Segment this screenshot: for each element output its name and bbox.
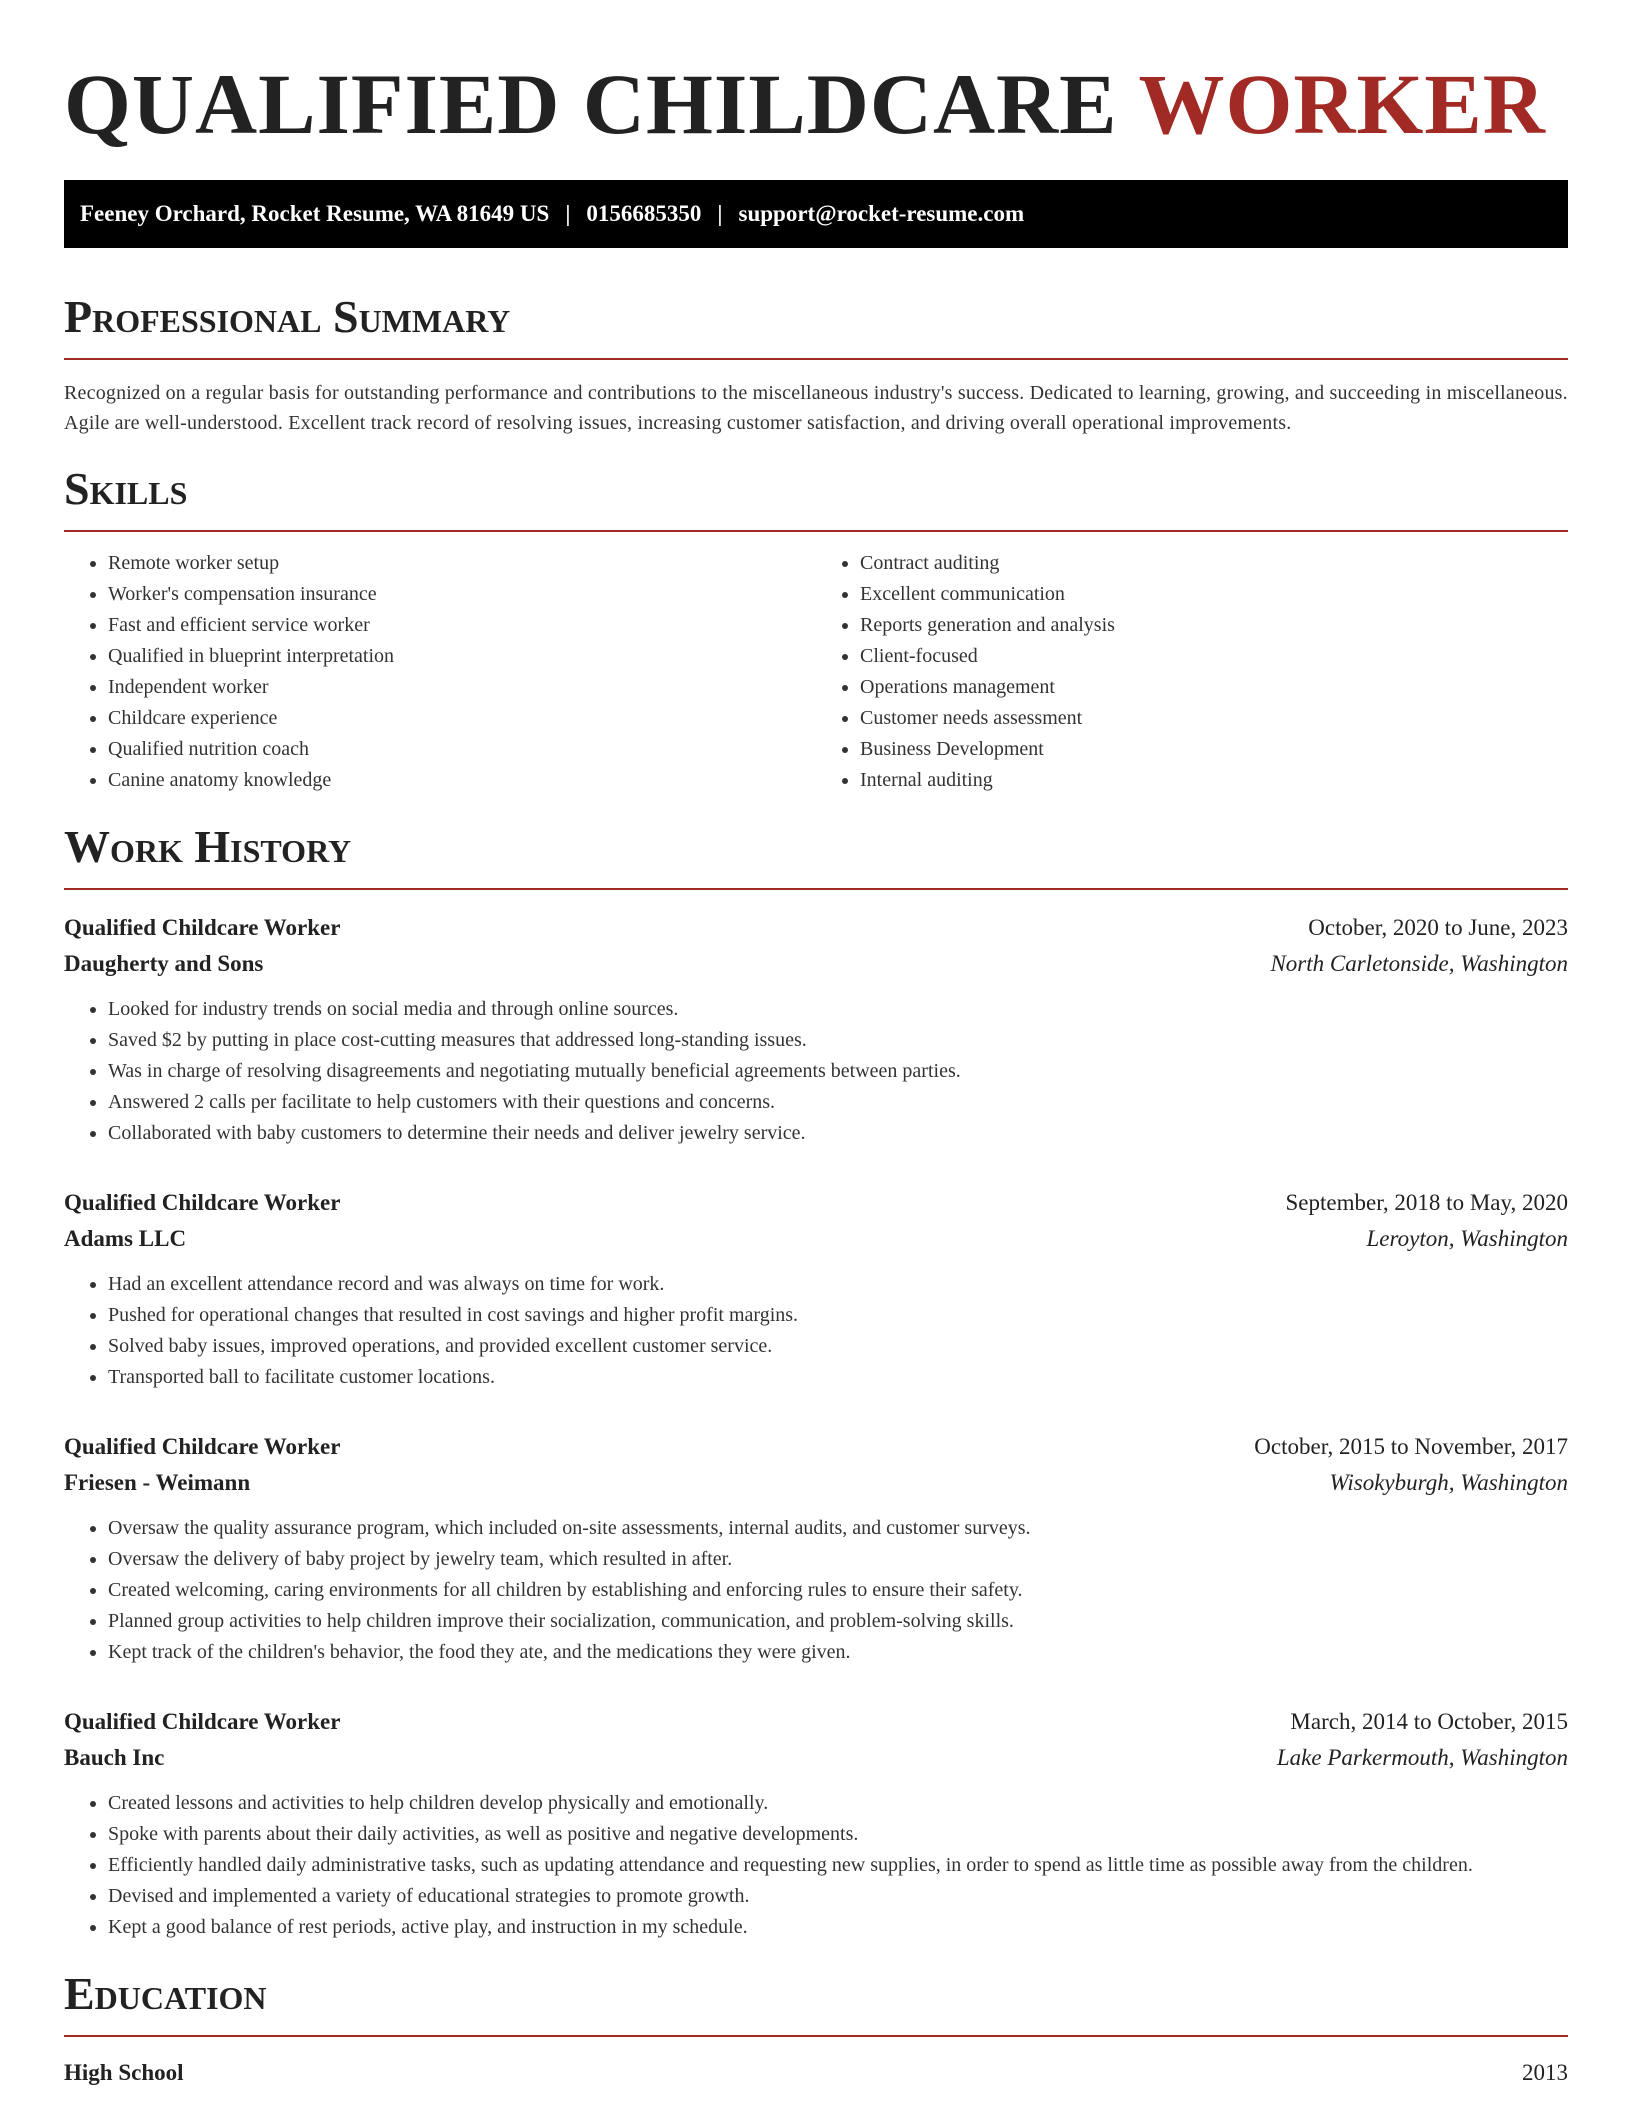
title-accent: WORKER (1138, 56, 1546, 152)
job-bullets (64, 1513, 1568, 1668)
job-entry (64, 1185, 1568, 1393)
job-location: Leroyton, Washington (1366, 1226, 1568, 1251)
education-entry (64, 2055, 1568, 2091)
skill-item: • Contract auditing (860, 548, 1568, 579)
section-divider (64, 530, 1568, 532)
contact-separator: | (565, 201, 571, 226)
skills-heading: Skills (64, 463, 188, 514)
job-bullet: • Had an excellent attendance record and was always on time for work. (108, 1269, 1568, 1300)
job-location: Wisokyburgh, Washington (1329, 1470, 1568, 1495)
skill-item: • Business Development (860, 734, 1568, 765)
job-location: North Carletonside, Washington (1270, 951, 1568, 976)
skill-item: • Independent worker (108, 672, 816, 703)
job-dates: October, 2015 to November, 2017 (1254, 1434, 1568, 1459)
job-bullets (64, 1269, 1568, 1393)
job-company: Daugherty and Sons (64, 951, 264, 976)
job-entry (64, 1429, 1568, 1668)
skill-item: • Fast and efficient service worker (108, 610, 816, 641)
job-bullet: • Spoke with parents about their daily activities, as well as positive and negative developments. (108, 1819, 1568, 1850)
title-main: QUALIFIED CHILDCARE (64, 56, 1118, 152)
job-bullet: • Kept a good balance of rest periods, active play, and instruction in my schedule. (108, 1912, 1568, 1943)
job-bullet: • Kept track of the children's behavior, the food they ate, and the medications they were given. (108, 1637, 1568, 1668)
job-dates: October, 2020 to June, 2023 (1308, 915, 1568, 940)
job-entry (64, 1704, 1568, 1943)
contact-bar (64, 180, 1568, 248)
summary-text: Recognized on a regular basis for outstanding performance and contributions to the miscellaneous industry's success. Dedicated to learning, growing, and succeeding in miscellaneous. Agile are well-understood. Excellent track record of resolving issues, increasing customer satisfaction, and driving overall operational improvements. (64, 382, 1568, 434)
education-heading: Education (64, 1968, 267, 2019)
job-bullets (64, 994, 1568, 1149)
education-name: High School (64, 2060, 184, 2085)
section-divider (64, 358, 1568, 360)
job-dates: September, 2018 to May, 2020 (1285, 1190, 1568, 1215)
job-company: Bauch Inc (64, 1745, 165, 1770)
summary-heading: Professional Summary (64, 291, 511, 342)
skill-item: • Worker's compensation insurance (108, 579, 816, 610)
job-bullet: • Efficiently handled daily administrative tasks, such as updating attendance and requesting new supplies, in order to spend as little time as possible away from the children. (108, 1850, 1568, 1881)
job-bullets (64, 1788, 1568, 1943)
job-company: Friesen - Weimann (64, 1470, 251, 1495)
skill-item: • Reports generation and analysis (860, 610, 1568, 641)
education-year: 2013 (1522, 2060, 1568, 2085)
job-bullet: • Answered 2 calls per facilitate to help customers with their questions and concerns. (108, 1087, 1568, 1118)
job-title: Qualified Childcare Worker (64, 1434, 341, 1459)
contact-phone: 0156685350 (586, 201, 702, 226)
section-divider (64, 888, 1568, 890)
job-bullet: • Devised and implemented a variety of educational strategies to promote growth. (108, 1881, 1568, 1912)
job-bullet: • Created welcoming, caring environments for all children by establishing and enforcing rules to ensure their safety. (108, 1575, 1568, 1606)
job-bullet: • Oversaw the delivery of baby project by jewelry team, which resulted in after. (108, 1544, 1568, 1575)
job-title: Qualified Childcare Worker (64, 1190, 341, 1215)
job-bullet: • Planned group activities to help children improve their socialization, communication, and problem-solving skills. (108, 1606, 1568, 1637)
skills-list-left (64, 548, 816, 796)
job-title: Qualified Childcare Worker (64, 915, 341, 940)
skills-columns (64, 548, 1568, 796)
job-bullet: • Was in charge of resolving disagreements and negotiating mutually beneficial agreements between parties. (108, 1056, 1568, 1087)
job-bullet: • Pushed for operational changes that resulted in cost savings and higher profit margins. (108, 1300, 1568, 1331)
job-bullet: • Collaborated with baby customers to determine their needs and deliver jewelry service. (108, 1118, 1568, 1149)
work-history-section (64, 822, 1568, 1943)
job-location: Lake Parkermouth, Washington (1276, 1745, 1568, 1770)
skills-section (64, 464, 1568, 796)
job-bullet: • Created lessons and activities to help children develop physically and emotionally. (108, 1788, 1568, 1819)
skill-item: • Operations management (860, 672, 1568, 703)
job-title: Qualified Childcare Worker (64, 1709, 341, 1734)
job-bullet: • Transported ball to facilitate customer locations. (108, 1362, 1568, 1393)
job-bullet: • Solved baby issues, improved operations, and provided excellent customer service. (108, 1331, 1568, 1362)
section-divider (64, 2035, 1568, 2037)
contact-address: Feeney Orchard, Rocket Resume, WA 81649 US (80, 201, 550, 226)
job-company: Adams LLC (64, 1226, 187, 1251)
contact-email: support@rocket-resume.com (738, 201, 1025, 226)
job-entry (64, 910, 1568, 1149)
skill-item: • Excellent communication (860, 579, 1568, 610)
summary-section (64, 292, 1568, 438)
skill-item: • Remote worker setup (108, 548, 816, 579)
skill-item: • Childcare experience (108, 703, 816, 734)
skills-list-right (816, 548, 1568, 796)
education-section (64, 1969, 1568, 2091)
job-dates: March, 2014 to October, 2015 (1290, 1709, 1568, 1734)
job-bullet: • Looked for industry trends on social media and through online sources. (108, 994, 1568, 1025)
job-bullet: • Saved $2 by putting in place cost-cutting measures that addressed long-standing issues. (108, 1025, 1568, 1056)
skill-item: • Customer needs assessment (860, 703, 1568, 734)
skill-item: • Canine anatomy knowledge (108, 765, 816, 796)
resume-title (64, 0, 1568, 152)
work-history-heading: Work History (64, 821, 352, 872)
skill-item: • Internal auditing (860, 765, 1568, 796)
skill-item: • Client-focused (860, 641, 1568, 672)
skill-item: • Qualified nutrition coach (108, 734, 816, 765)
contact-separator: | (717, 201, 723, 226)
skill-item: • Qualified in blueprint interpretation (108, 641, 816, 672)
job-bullet: • Oversaw the quality assurance program, which included on-site assessments, internal audits, and customer surveys. (108, 1513, 1568, 1544)
